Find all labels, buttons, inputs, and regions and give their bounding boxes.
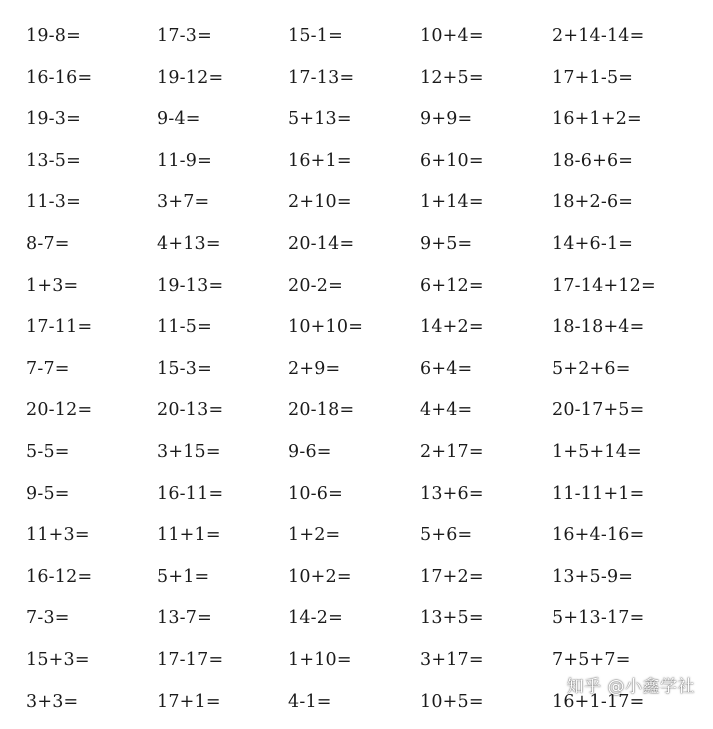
math-problem: 12+5= [420,64,552,106]
math-problem: 20-17+5= [552,396,702,438]
math-problem: 6+10= [420,147,552,189]
math-problem: 3+17= [420,646,552,688]
math-problem: 5+13= [288,105,420,147]
math-problem: 16-12= [26,563,157,605]
math-problem: 8-7= [26,230,157,272]
math-problem: 18-6+6= [552,147,702,189]
math-problem: 10+2= [288,563,420,605]
math-problem: 17+1-5= [552,64,702,106]
math-problem: 2+10= [288,188,420,230]
math-problem: 1+14= [420,188,552,230]
math-problem: 15+3= [26,646,157,688]
math-problem: 13+5= [420,604,552,646]
math-problem: 17-13= [288,64,420,106]
math-problem: 16+1-17= [552,688,702,729]
math-problem: 10+5= [420,688,552,729]
math-problem: 18+2-6= [552,188,702,230]
math-problem: 3+15= [157,438,288,480]
math-problem: 19-8= [26,22,157,64]
math-problem: 11+3= [26,521,157,563]
math-problem: 4+4= [420,396,552,438]
math-problem: 10+10= [288,313,420,355]
math-problem: 17+1= [157,688,288,729]
math-problem: 19-3= [26,105,157,147]
math-problem: 7+5+7= [552,646,702,688]
math-problem: 7-3= [26,604,157,646]
math-problem: 9-5= [26,480,157,522]
problem-grid [26,22,702,729]
math-problem: 2+17= [420,438,552,480]
math-problem: 10-6= [288,480,420,522]
math-problem: 20-13= [157,396,288,438]
math-problem: 20-14= [288,230,420,272]
math-problem: 16+1+2= [552,105,702,147]
math-problem: 2+9= [288,355,420,397]
math-problem: 1+5+14= [552,438,702,480]
math-problem: 11-9= [157,147,288,189]
math-problem: 19-13= [157,272,288,314]
math-problem: 3+3= [26,688,157,729]
math-problem: 20-12= [26,396,157,438]
math-problem: 10+4= [420,22,552,64]
math-problem: 14+2= [420,313,552,355]
math-problem: 11-5= [157,313,288,355]
math-problem: 7-7= [26,355,157,397]
math-problem: 1+2= [288,521,420,563]
math-problem: 1+3= [26,272,157,314]
math-problem: 17-11= [26,313,157,355]
math-problem: 6+4= [420,355,552,397]
math-problem: 15-1= [288,22,420,64]
math-problem: 16+1= [288,147,420,189]
math-problem: 5+6= [420,521,552,563]
math-problem: 4+13= [157,230,288,272]
math-problem: 11-3= [26,188,157,230]
math-problem: 15-3= [157,355,288,397]
math-problem: 17-17= [157,646,288,688]
math-problem: 2+14-14= [552,22,702,64]
math-problem: 20-18= [288,396,420,438]
math-problem: 13+6= [420,480,552,522]
math-problem: 5+13-17= [552,604,702,646]
math-problem: 9+9= [420,105,552,147]
math-problem: 20-2= [288,272,420,314]
math-problem: 9+5= [420,230,552,272]
math-problem: 4-1= [288,688,420,729]
math-problem: 17-3= [157,22,288,64]
watermark: 知乎 @小鑫学社 [567,672,695,697]
math-problem: 1+10= [288,646,420,688]
math-problem: 14+6-1= [552,230,702,272]
math-problem: 16-16= [26,64,157,106]
math-problem: 3+7= [157,188,288,230]
math-problem: 16+4-16= [552,521,702,563]
math-problem: 17+2= [420,563,552,605]
math-problem: 13-7= [157,604,288,646]
math-problem: 6+12= [420,272,552,314]
math-problem: 5+1= [157,563,288,605]
math-problem: 13+5-9= [552,563,702,605]
math-problem: 18-18+4= [552,313,702,355]
math-problem: 5+2+6= [552,355,702,397]
math-problem: 17-14+12= [552,272,702,314]
math-problem: 14-2= [288,604,420,646]
math-problem: 9-6= [288,438,420,480]
math-problem: 5-5= [26,438,157,480]
math-problem: 9-4= [157,105,288,147]
math-problem: 16-11= [157,480,288,522]
math-problem: 13-5= [26,147,157,189]
math-problem: 11-11+1= [552,480,702,522]
math-problem: 11+1= [157,521,288,563]
math-problem: 19-12= [157,64,288,106]
